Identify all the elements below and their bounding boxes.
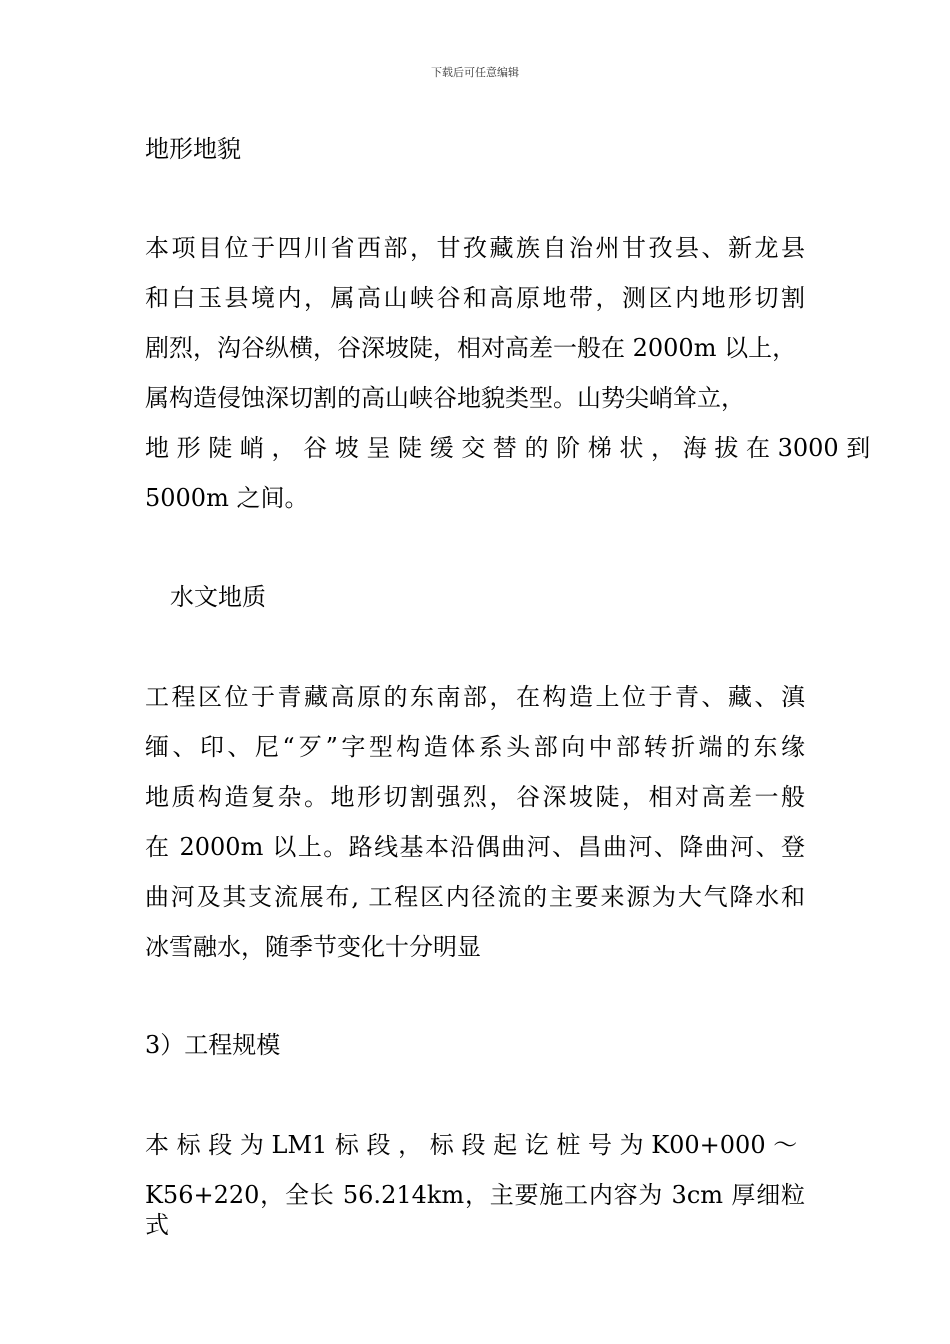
paragraph-line: 冰雪融水，随季节变化十分明显 (145, 933, 481, 961)
paragraph-line: 5000m 之间。 (145, 484, 309, 512)
paragraph-line: 和白玉县境内，属高山峡谷和高原地带，测区内地形切割 (145, 284, 805, 312)
paragraph-line: 缅、印、尼“歹”字型构造体系头部向中部转折端的东缘 (145, 733, 805, 761)
paragraph-line: 剧烈，沟谷纵横，谷深坡陡，相对高差一般在 2000m 以上， (145, 334, 797, 362)
paragraph-line: 地质构造复杂。地形切割强烈，谷深坡陡，相对高差一般 (145, 783, 805, 811)
paragraph-line: K56+220，全长 56.214km，主要施工内容为 3cm 厚细粒式 (145, 1181, 805, 1239)
paragraph-line: 本 标 段 为 LM1 标 段 ， 标 段 起 讫 桩 号 为 K00+000 ～ (145, 1131, 798, 1159)
paragraph-line: 属构造侵蚀深切割的高山峡谷地貌类型。山势尖峭耸立， (145, 384, 745, 412)
section-heading-hydro: 水文地质 (170, 583, 266, 611)
section-heading-terrain: 地形地貌 (145, 135, 241, 163)
paragraph-line: 本项目位于四川省西部，甘孜藏族自治州甘孜县、新龙县 (145, 234, 805, 262)
paragraph-line: 曲河及其支流展布, 工程区内径流的主要来源为大气降水和 (145, 883, 805, 911)
paragraph-line: 在 2000m 以上。路线基本沿偶曲河、昌曲河、降曲河、登 (145, 833, 805, 861)
paragraph-line: 工程区位于青藏高原的东南部，在构造上位于青、藏、滇 (145, 683, 805, 711)
section-heading-scale: 3）工程规模 (145, 1031, 281, 1059)
paragraph-line: 地 形 陡 峭 ， 谷 坡 呈 陡 缓 交 替 的 阶 梯 状 ， 海 拔 在 3000 到 (145, 434, 871, 462)
page-header: 下载后可任意编辑 (431, 66, 519, 79)
